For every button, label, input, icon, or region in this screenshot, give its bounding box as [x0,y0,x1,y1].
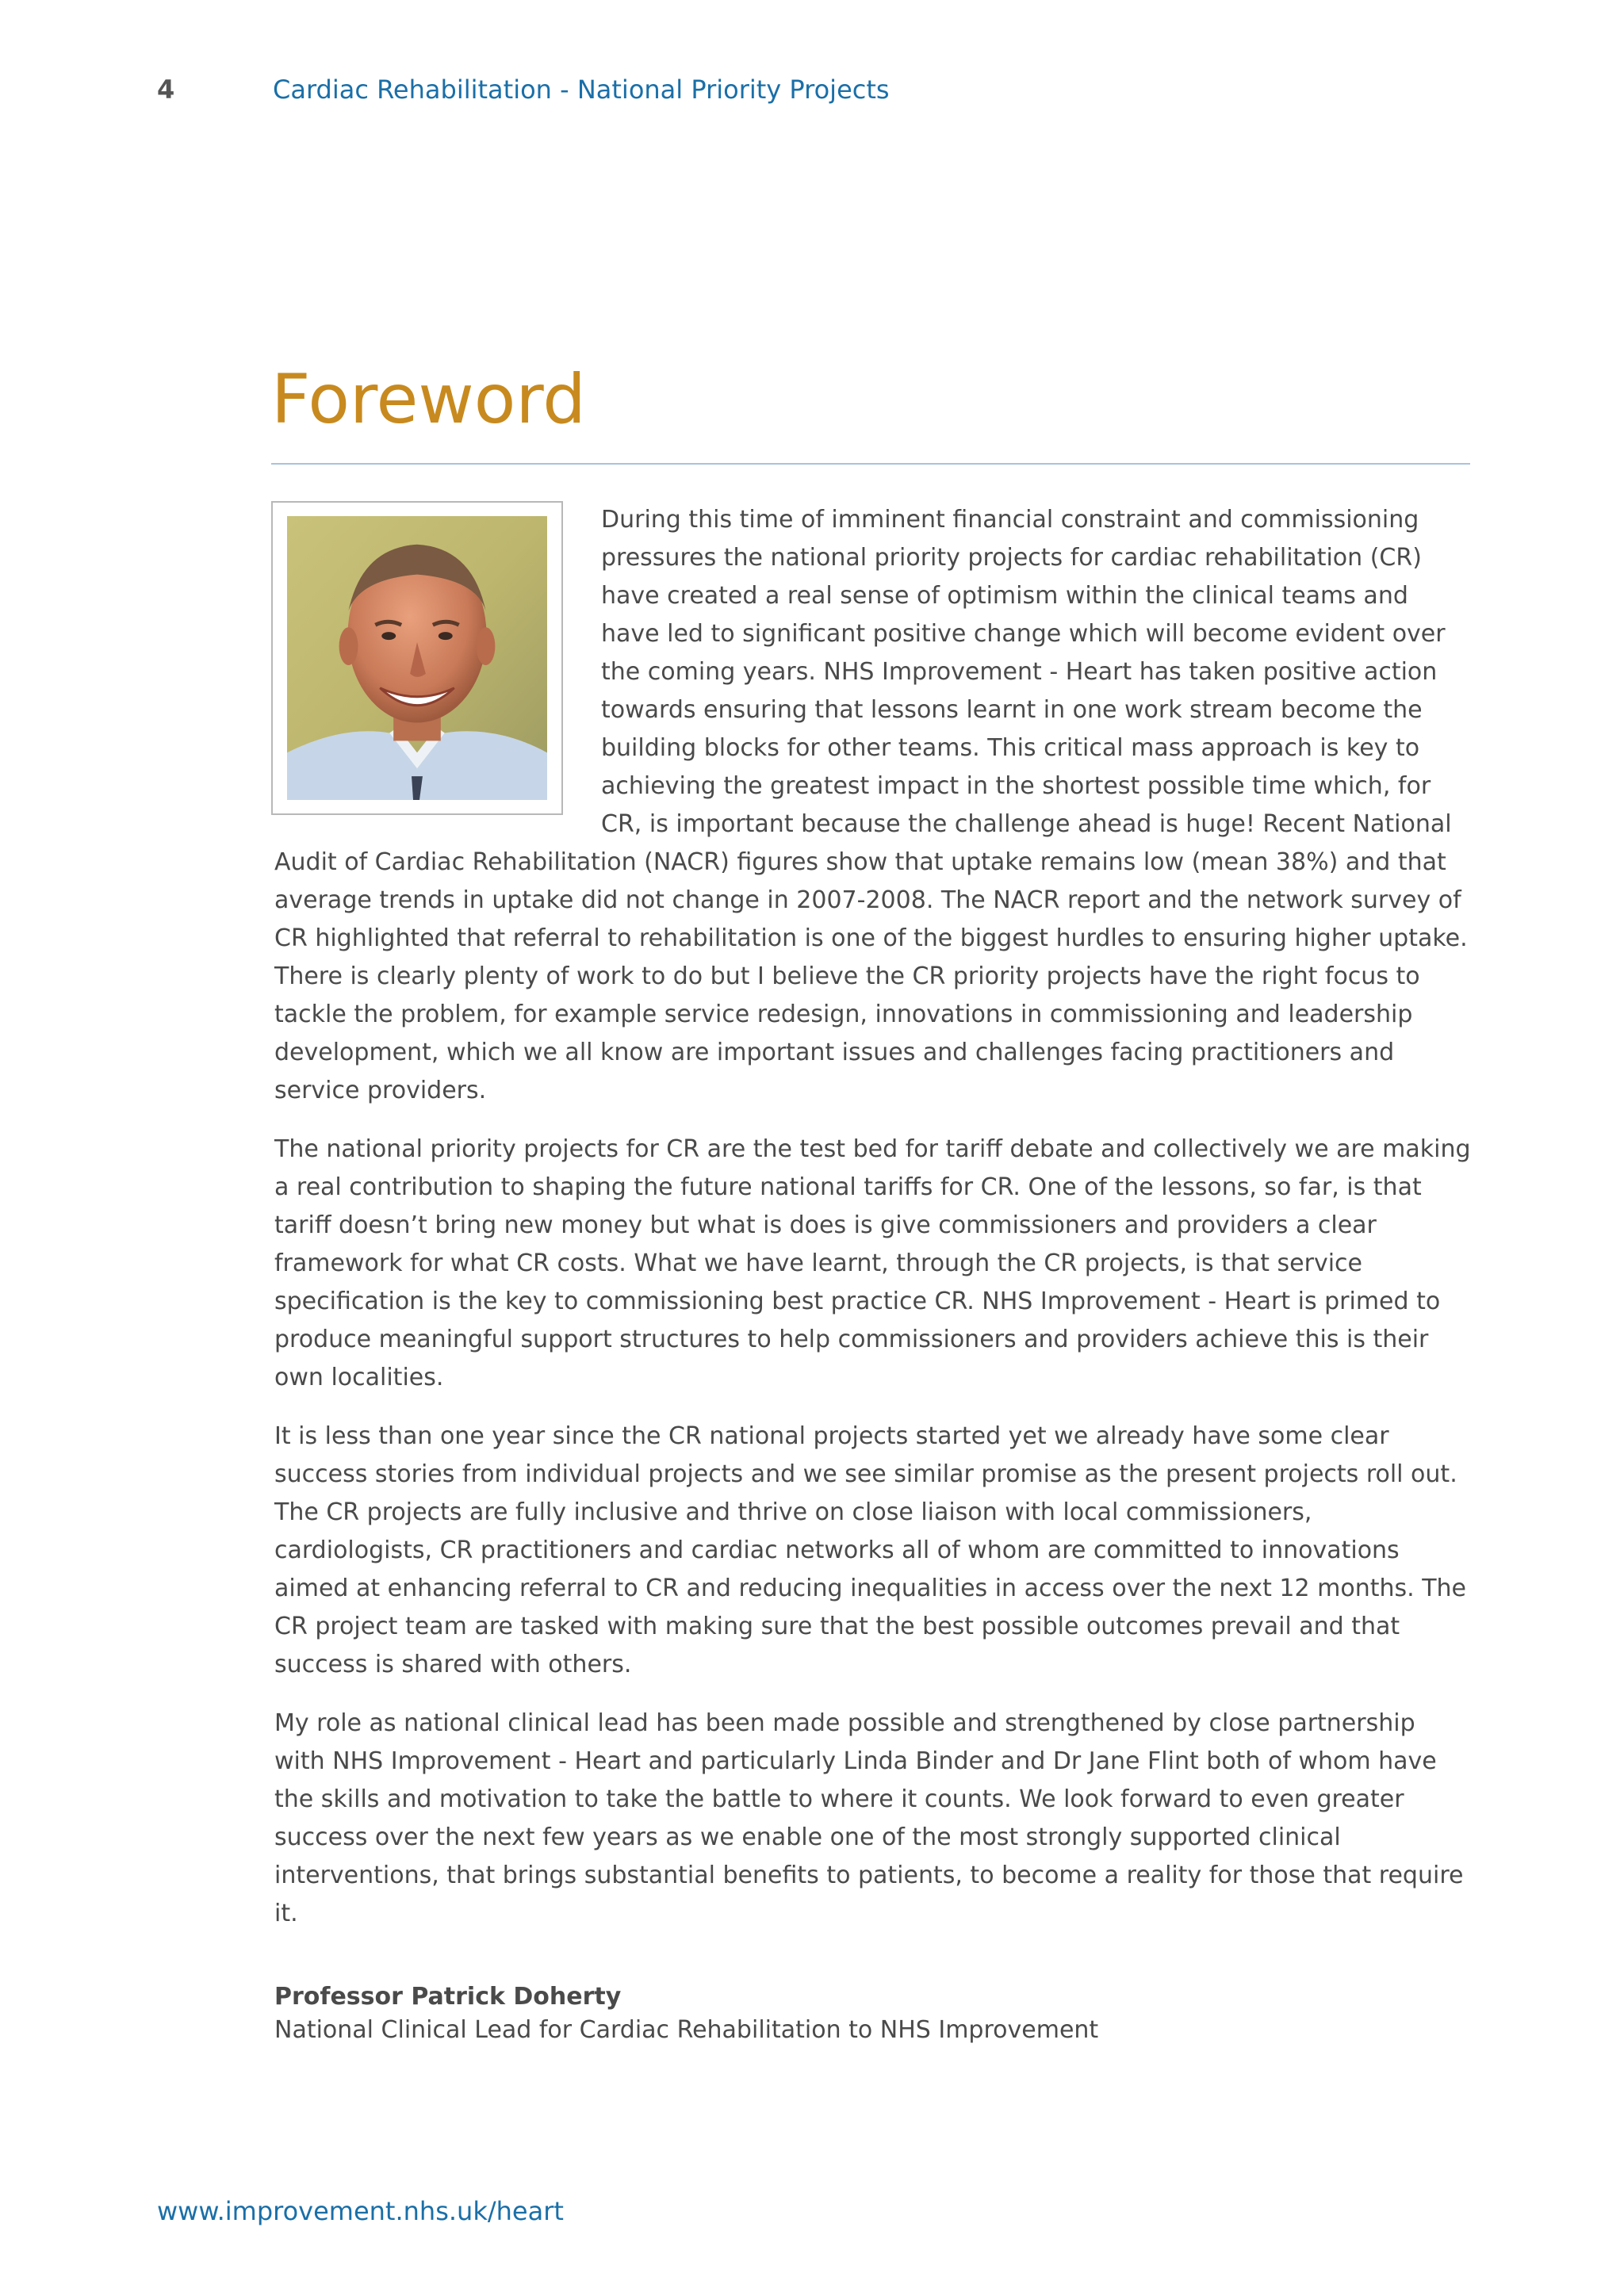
page-title: Foreword [271,360,586,439]
title-rule [271,463,1470,465]
foreword-content [274,501,1472,2047]
paragraph: The national priority projects for CR are the test bed for tariff debate and collectively we are making a real contribution to shaping the future national tariffs for CR. One of the lessons, so far, is that tariff doesn’t bring new money but what is does is give commissioners and providers a clear framework for what CR costs. What we have learnt, through the CR projects, is that service specification is the key to commissioning best practice CR. NHS Improvement - Heart is primed to produce meaningful support structures to help commissioners and providers achieve this is their own localities. [274,1135,1471,1391]
signature-role: National Clinical Lead for Cardiac Rehabilitation to NHS Improvement [274,2016,1099,2044]
paragraph: During this time of imminent financial constraint and commissioning pressures the national priority projects for cardiac rehabilitation (CR) have created a real sense of optimism within the clinical teams and have led to significant positive change which will become evident over the coming years. NHS Improvement - Heart has taken positive action towards ensuring that lessons learnt in one work stream become the building blocks for other teams. This critical mass approach is key to achieving the greatest impact in the shortest possible time which, for CR, is important because the challenge ahead is huge! Recent National Audit of Cardiac Rehabilitation (NACR) figures show that uptake remains low (mean 38%) and that average trends in uptake did not change in 2007-2008. The NACR report and the network survey of CR highlighted that referral to rehabilitation is one of the biggest hurdles to ensuring higher uptake. There is clearly plenty of work to do but I believe the CR priority projects have the right focus to tackle the problem, for example service redesign, innovations in commissioning and leadership development, which we all know are important issues and challenges facing practitioners and service providers. [274,506,1468,1104]
portrait-image [287,516,547,800]
page-number: 4 [157,75,175,105]
footer-website-link[interactable]: www.improvement.nhs.uk/heart [157,2196,564,2226]
signature-block [274,1980,1472,2047]
paragraph: It is less than one year since the CR national projects started yet we already have some clear success stories from individual projects and we see similar promise as the present projects roll out. The CR projects are fully inclusive and thrive on close liaison with local commissioners, cardiologists, CR practitioners and cardiac networks all of whom are committed to innovations aimed at enhancing referral to CR and reducing inequalities in access over the next 12 months. The CR project team are tasked with making sure that the best possible outcomes prevail and that success is shared with others. [274,1422,1467,1678]
author-photo [271,501,563,815]
running-header: Cardiac Rehabilitation - National Priority Projects [273,75,890,105]
paragraph: My role as national clinical lead has been made possible and strengthened by close partnership with NHS Improvement - Heart and particularly Linda Binder and Dr Jane Flint both of whom have the skills and motivation to take the battle to where it counts. We look forward to even greater success over the next few years as we enable one of the most strongly supported clinical interventions, that brings substantial benefits to patients, to become a reality for those that require it. [274,1709,1464,1927]
signature-name: Professor Patrick Doherty [274,1983,622,2011]
